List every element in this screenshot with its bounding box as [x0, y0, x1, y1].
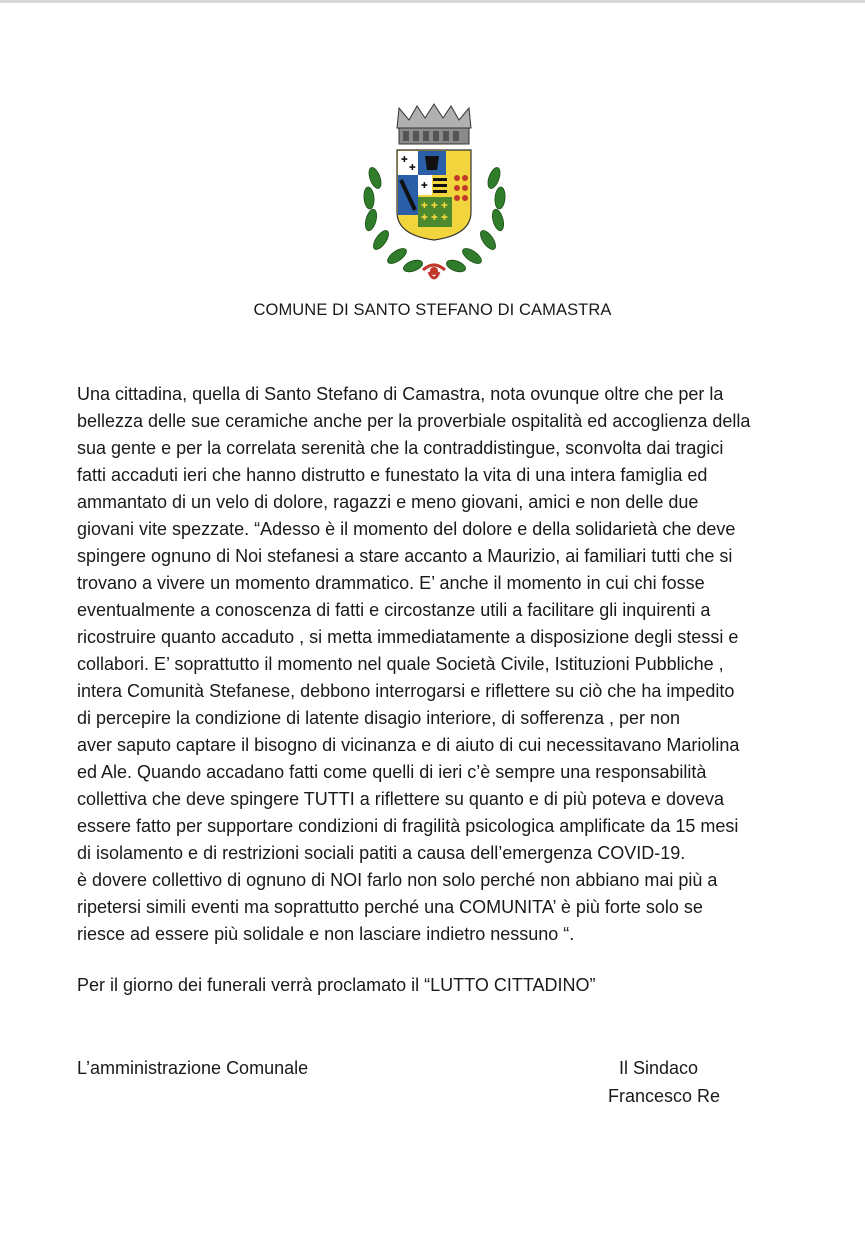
- body-line: ed Ale. Quando accadano fatti come quelli di ieri c’è sempre una responsabilità: [77, 762, 707, 782]
- svg-text:✚: ✚: [431, 213, 438, 222]
- body-line: aver saputo captare il bisogno di vicinanza e di aiuto di cui necessitavano Mariolina: [77, 735, 740, 755]
- body-line: bellezza delle sue ceramiche anche per la proverbiale ospitalità ed accoglienza della: [77, 411, 751, 431]
- mayor-name: Francesco Re: [608, 1086, 721, 1106]
- body-line: intera Comunità Stefanese, debbono interrogarsi e riflettere su ciò che ha impedito: [77, 681, 735, 701]
- svg-text:✚: ✚: [441, 213, 448, 222]
- body-line: Una cittadina, quella di Santo Stefano di Camastra, nota ovunque oltre che per la: [77, 384, 724, 404]
- top-border: [0, 0, 865, 3]
- body-line: sua gente e per la correlata serenità che la contraddistingue, sconvolta dai tragici: [77, 438, 724, 458]
- body-line: di percepire la condizione di latente disagio interiore, di sofferenza , per non: [77, 708, 681, 728]
- body-line: fatti accaduti ieri che hanno distrutto e funestato la vita di una intera famiglia ed: [77, 465, 708, 485]
- body-line: collettiva che deve spingere TUTTI a riflettere su quanto e di più poteva e doveva: [77, 789, 725, 809]
- mayor-title: Il Sindaco: [619, 1058, 699, 1078]
- body-line: giovani vite spezzate. “Adesso è il momento del dolore e della solidarietà che deve: [77, 519, 736, 539]
- page-title: COMUNE DI SANTO STEFANO DI CAMASTRA: [253, 301, 612, 319]
- svg-text:✚: ✚: [409, 163, 416, 172]
- body-line: trovano a vivere un momento drammatico. E’ anche il momento in cui chi fosse: [77, 573, 705, 593]
- body-line: ammantato di un velo di dolore, ragazzi e meno giovani, amici e non delle due: [77, 492, 699, 512]
- svg-text:✚: ✚: [401, 155, 408, 164]
- body-line: eventualmente a conoscenza di fatti e circostanze utili a facilitare gli inquirenti a: [77, 600, 711, 620]
- body-line: riesce ad essere più solidale e non lasciare indietro nessuno “.: [77, 924, 575, 944]
- mourning-announcement: Per il giorno dei funerali verrà proclamato il “LUTTO CITTADINO”: [77, 975, 596, 995]
- svg-text:✚: ✚: [421, 213, 428, 222]
- body-line: essere fatto per supportare condizioni di fragilità psicologica amplificate da 15 mesi: [77, 816, 739, 836]
- svg-text:✚: ✚: [431, 201, 438, 210]
- statement-body: [77, 381, 797, 948]
- santo-stefano-coat-of-arms-icon: [357, 100, 512, 290]
- svg-text:✚: ✚: [421, 201, 428, 210]
- svg-text:✚: ✚: [421, 181, 428, 190]
- body-line: ripetersi simili eventi ma soprattutto perché una COMUNITA’ è più forte solo se: [77, 897, 703, 917]
- body-line: ricostruire quanto accaduto , si metta immediatamente a disposizione degli stessi e: [77, 627, 739, 647]
- body-line: spingere ognuno di Noi stefanesi a stare accanto a Maurizio, ai familiari tutti che si: [77, 546, 733, 566]
- body-line: di isolamento e di restrizioni sociali patiti a causa dell’emergenza COVID-19.: [77, 843, 686, 863]
- body-line: è dovere collettivo di ognuno di NOI farlo non solo perché non abbiano mai più a: [77, 870, 718, 890]
- body-line: collabori. E’ soprattutto il momento nel quale Società Civile, Istituzioni Pubbliche ,: [77, 654, 724, 674]
- svg-text:✚: ✚: [441, 201, 448, 210]
- administration-signature: L’amministrazione Comunale: [77, 1058, 309, 1078]
